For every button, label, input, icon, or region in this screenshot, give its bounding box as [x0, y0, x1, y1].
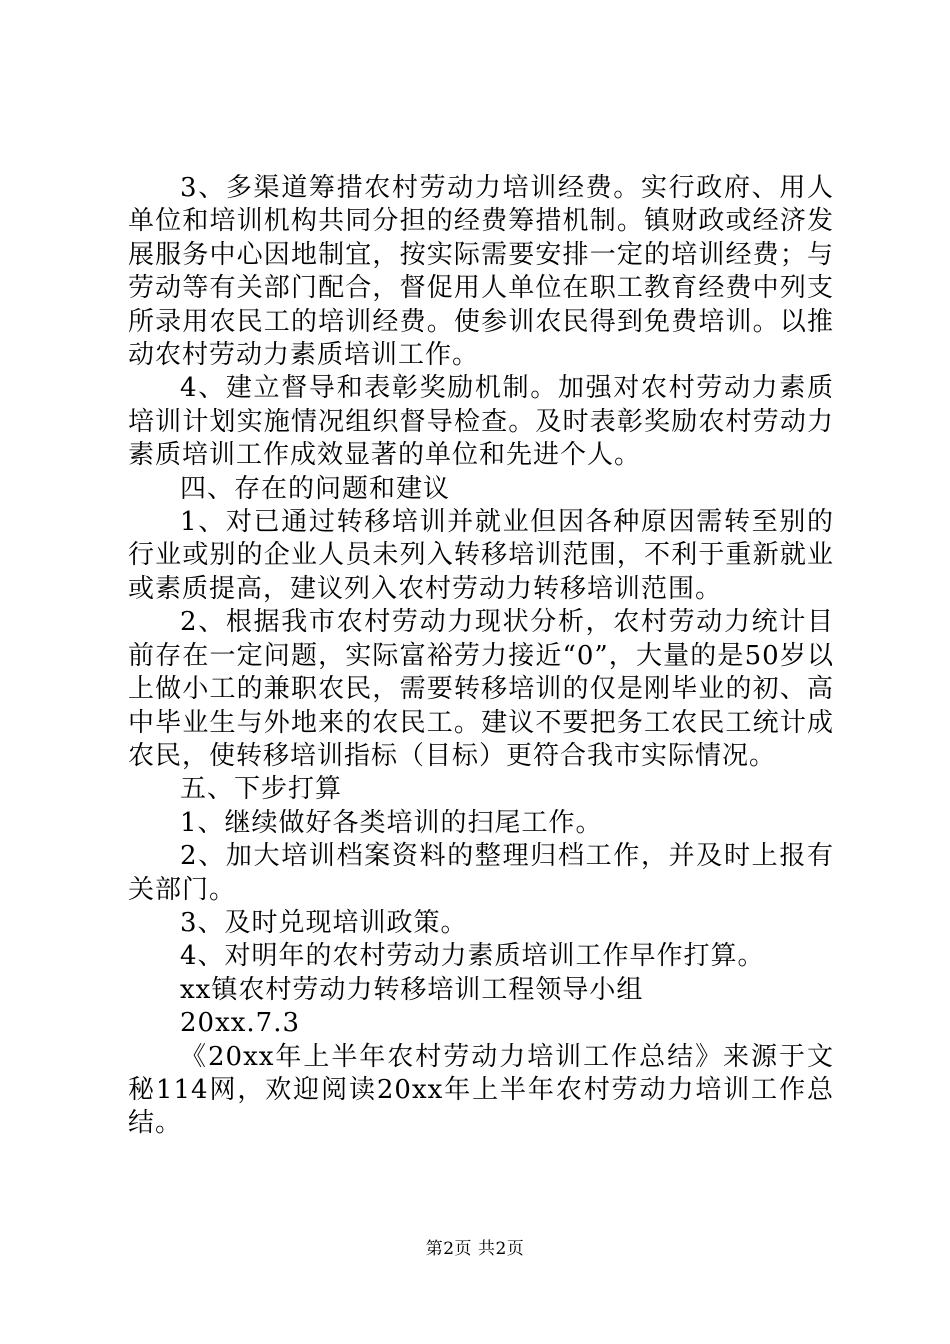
paragraph-next-2: 2、加大培训档案资料的整理归档工作，并及时上报有关部门。 [128, 841, 834, 905]
paragraph-funding: 3、多渠道筹措农村劳动力培训经费。实行政府、用人单位和培训机构共同分担的经费筹措机制。镇财政或经济发展服务中心因地制宜，按实际需要安排一定的培训经费；与劳动等有关部门配合，督促用人单位在职工教育经费中列支所录用农民工的培训经费。使参训农民得到免费培训。以推动农村劳动力素质培训工作。 [128, 173, 834, 371]
page-number: 第2页 共2页 [425, 1239, 525, 1259]
document-body [128, 172, 834, 1141]
signature-organization: xx镇农村劳动力转移培训工程领导小组 [180, 974, 644, 1005]
section-heading-problems: 四、存在的问题和建议 [180, 473, 451, 504]
paragraph-problem-2: 2、根据我市农村劳动力现状分析，农村劳动力统计目前存在一定问题，实际富裕劳力接近“0”，大量的是50岁以上做小工的兼职农民，需要转移培训的仅是刚毕业的初、高中毕业生与外地来的农民工。建议不要把务工农民工统计成农民，使转移培训指标（目标）更符合我市实际情况。 [128, 607, 834, 771]
paragraph-next-1: 1、继续做好各类培训的扫尾工作。 [180, 807, 603, 838]
paragraph-problem-1: 1、对已通过转移培训并就业但因各种原因需转至别的行业或别的企业人员未列入转移培训范围，不利于重新就业或素质提高，建议列入农村劳动力转移培训范围。 [128, 507, 834, 604]
source-note: 《20xx年上半年农村劳动力培训工作总结》来源于文秘114网，欢迎阅读20xx年上半年农村劳动力培训工作总结。 [128, 1041, 834, 1139]
page-footer [0, 1238, 950, 1260]
paragraph-next-3: 3、及时兑现培训政策。 [180, 907, 468, 938]
paragraph-next-4: 4、对明年的农村劳动力素质培训工作早作打算。 [180, 941, 765, 972]
signature-date: 20xx.7.3 [180, 1008, 301, 1039]
section-heading-next-steps: 五、下步打算 [180, 774, 343, 805]
paragraph-supervision: 4、建立督导和表彰奖励机制。加强对农村劳动力素质培训计划实施情况组织督导检查。及时表彰奖励农村劳动力素质培训工作成效显著的单位和先进个人。 [128, 373, 834, 471]
